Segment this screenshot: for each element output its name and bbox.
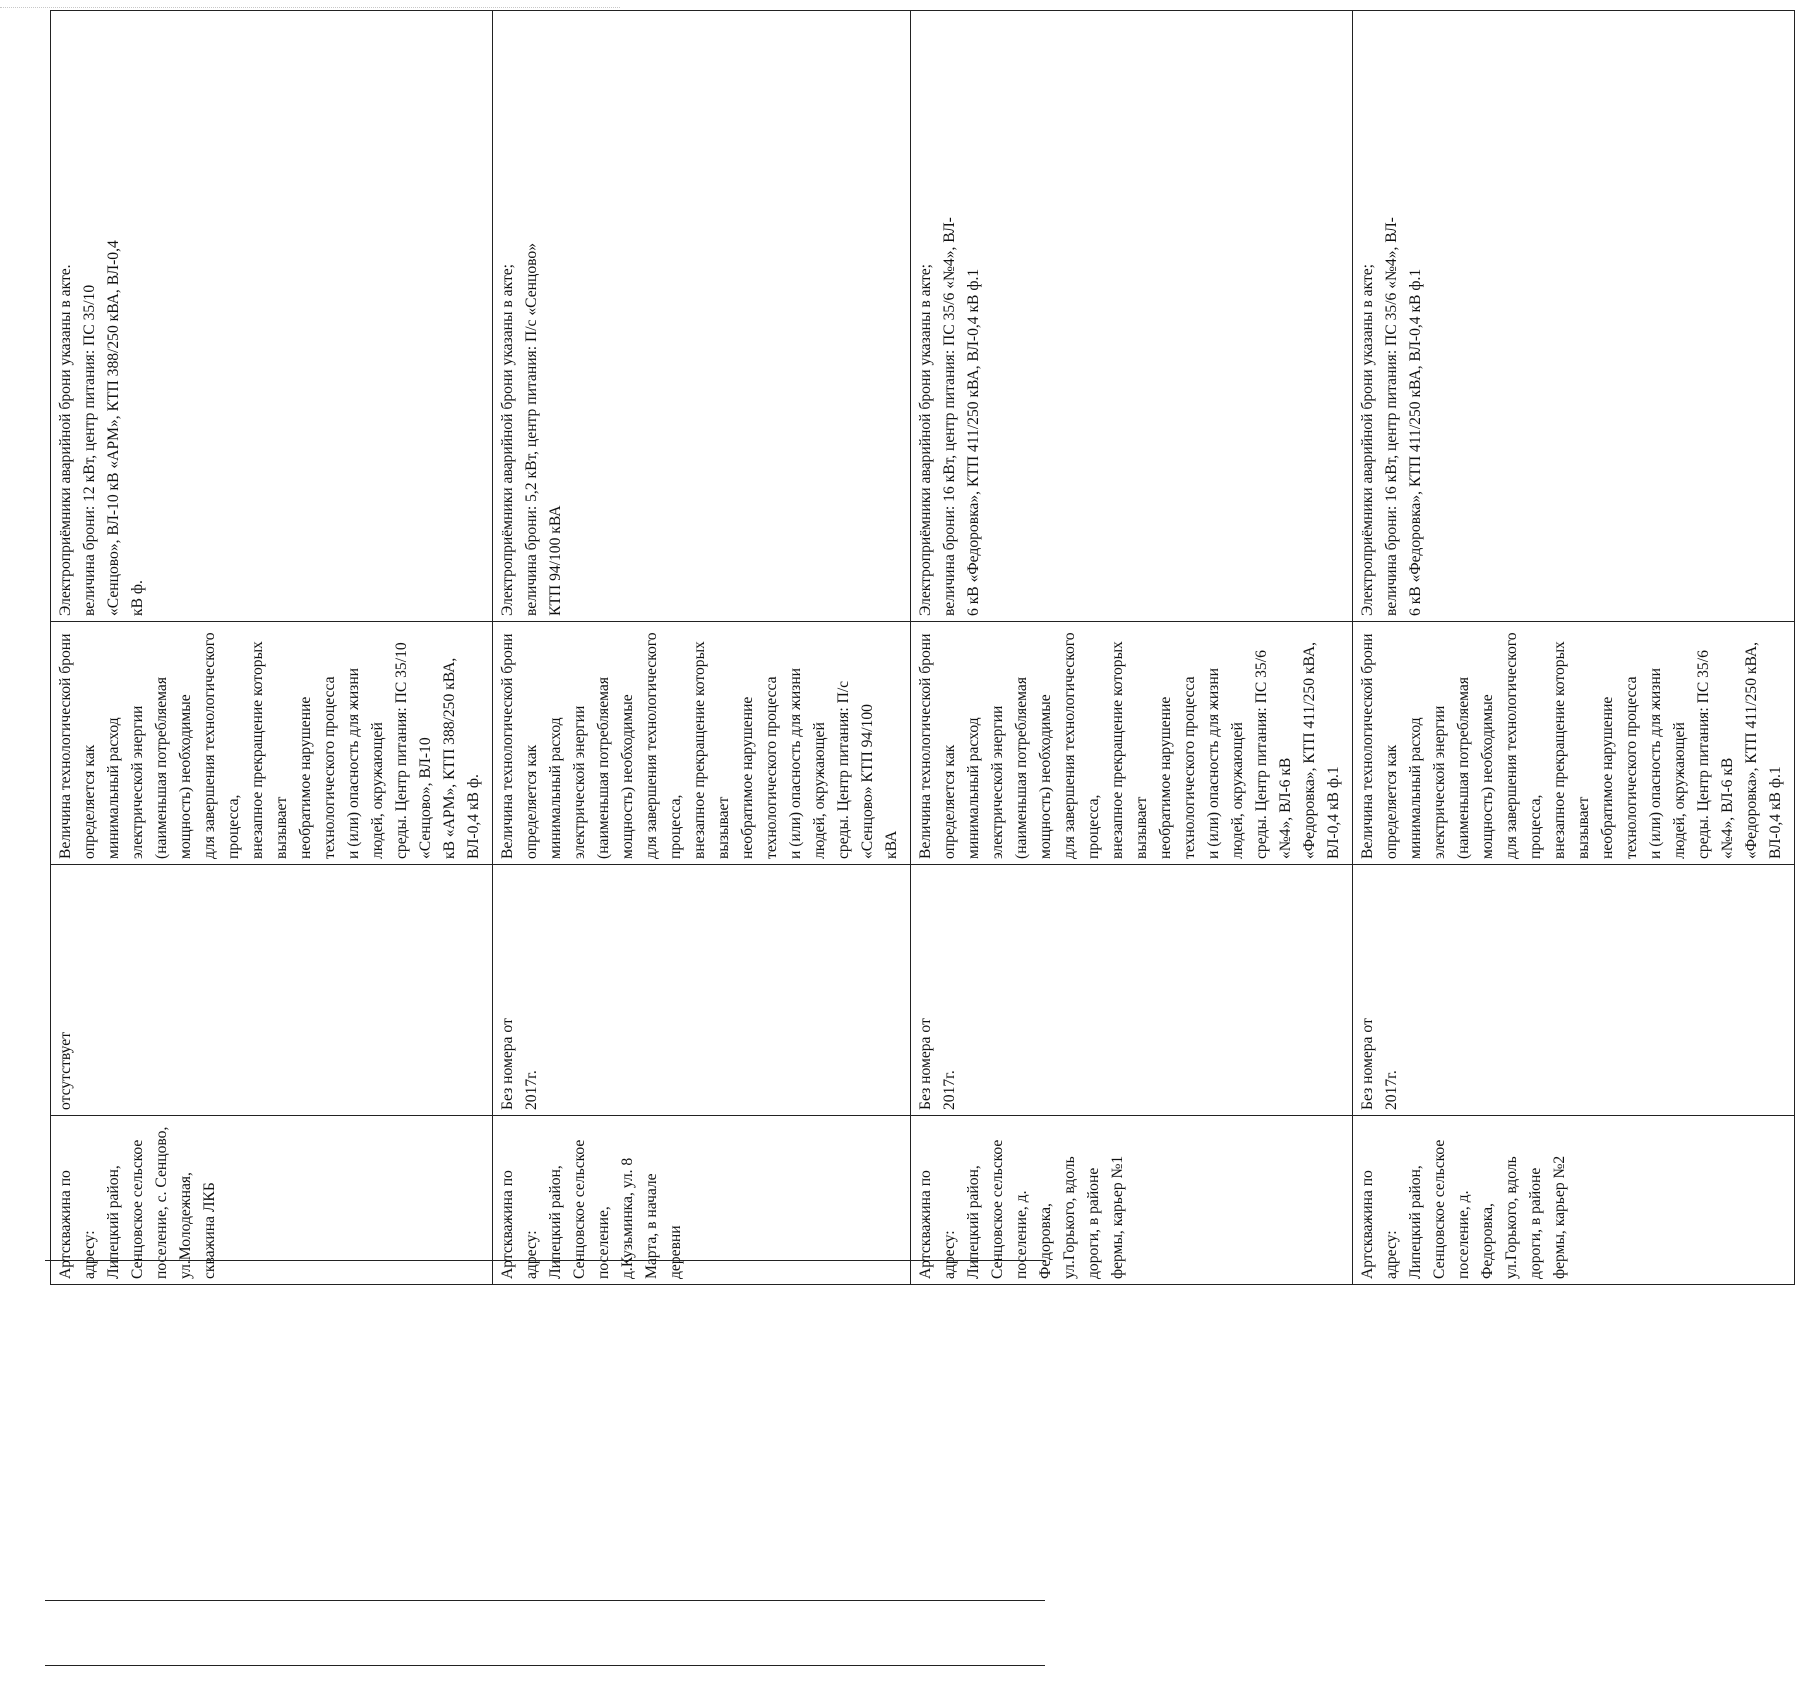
tech-reserve-text: Величина технологической брони определяется как минимальный расход электрической энергии (наименьшая потребляемая мощность) необходимые для завершения технологического процесса, внезапное прекращение которых вызывает необратимое нарушение технологического процесса и (или) опасность для жизни людей, окружающей среды. Центр питания: ПС 35/6 «№4», ВЛ-6 кВ «Федоровка», КТП 411/250 кВА, ВЛ-0,4 кВ ф.1 xyxy=(1359,632,1784,859)
object-address-text: Артскважина по адресу: Липецкий район, Сенцовское сельское поселение, д.Кузьминка, ул. 8 Марта, в начале деревни xyxy=(499,1139,684,1279)
act-cell xyxy=(911,865,1353,1116)
table-row xyxy=(1353,11,1795,1285)
emergency-reserve-text: Электроприёмники аварийной брони указаны в акте; величина брони: 16 кВт, центр питания: ПС 35/6 «№4», ВЛ- 6 кВ «Федоровка», КТП 411/250 кВА, ВЛ-0,4 кВ ф.1 xyxy=(917,217,982,616)
emergency-reserve-text: Электроприёмники аварийной брони указаны в акте. величина брони: 12 кВт, центр питания: ПС 35/10 «Сенцово», ВЛ-10 кВ «АРМ», КТП 388/250 кВА, ВЛ-0,4 кВ ф. xyxy=(57,240,146,616)
signature-line xyxy=(45,1600,1045,1601)
act-text: отсутствует xyxy=(57,1031,74,1110)
tech-reserve-cell xyxy=(493,622,911,865)
act-text: Без номера от 2017г. xyxy=(499,1018,540,1110)
tech-reserve-cell xyxy=(51,622,493,865)
tech-reserve-cell xyxy=(1353,622,1795,865)
tech-reserve-text: Величина технологической брони определяется как минимальный расход электрической энергии (наименьшая потребляемая мощность) необходимые для завершения технологического процесса, внезапное прекращение которых вызывает необратимое нарушение технологического процесса и (или) опасность для жизни людей, окружающей среды. Центр питания: П/с «Сенцово» КТП 94/100 кВА xyxy=(499,632,900,859)
act-text: Без номера от 2017г. xyxy=(917,1018,958,1110)
signature-line xyxy=(45,1665,1045,1666)
signature-line xyxy=(45,1260,1045,1261)
tech-reserve-text: Величина технологической брони определяется как минимальный расход электрической энергии (наименьшая потребляемая мощность) необходимые для завершения технологического процесса, внезапное прекращение которых вызывает необратимое нарушение технологического процесса и (или) опасность для жизни людей, окружающей среды. Центр питания: ПС 35/10 «Сенцово», ВЛ-10 кВ «АРМ», КТП 388/250 кВА, ВЛ-0,4 кВ ф. xyxy=(57,632,482,859)
tech-reserve-text: Величина технологической брони определяется как минимальный расход электрической энергии (наименьшая потребляемая мощность) необходимые для завершения технологического процесса, внезапное прекращение которых вызывает необратимое нарушение технологического процесса и (или) опасность для жизни людей, окружающей среды. Центр питания: ПС 35/6 «№4», ВЛ-6 кВ «Федоровка», КТП 411/250 кВА, ВЛ-0,4 кВ ф.1 xyxy=(917,632,1342,859)
reserve-table xyxy=(50,10,1795,1285)
object-address-text: Артскважина по адресу: Липецкий район, Сенцовское сельское поселение, д. Федоровка, ул.Горького, вдоль дороги, в районе фермы, карьер №1 xyxy=(917,1139,1126,1279)
table-row xyxy=(493,11,911,1285)
act-cell xyxy=(51,865,493,1116)
object-address-cell xyxy=(1353,1116,1795,1285)
emergency-reserve-cell xyxy=(493,11,911,622)
scan-edge-line xyxy=(0,7,620,8)
emergency-reserve-cell xyxy=(911,11,1353,622)
table-row xyxy=(911,11,1353,1285)
emergency-reserve-cell xyxy=(1353,11,1795,622)
act-cell xyxy=(493,865,911,1116)
emergency-reserve-cell xyxy=(51,11,493,622)
emergency-reserve-text: Электроприёмники аварийной брони указаны в акте; величина брони: 5,2 кВт, центр питания: П/с «Сенцово» КТП 94/100 кВА xyxy=(499,242,564,616)
rotated-page-content xyxy=(50,55,1784,1285)
table-row xyxy=(51,11,493,1285)
act-cell xyxy=(1353,865,1795,1116)
emergency-reserve-text: Электроприёмники аварийной брони указаны в акте; величина брони: 16 кВт, центр питания: ПС 35/6 «№4», ВЛ- 6 кВ «Федоровка», КТП 411/250 кВА, ВЛ-0,4 кВ ф.1 xyxy=(1359,217,1424,616)
tech-reserve-cell xyxy=(911,622,1353,865)
act-text: Без номера от 2017г. xyxy=(1359,1018,1400,1110)
object-address-text: Артскважина по адресу: Липецкий район, Сенцовское сельское поселение, с. Сенцово, ул.Молодежная, скважина ЛКБ xyxy=(57,1126,218,1279)
object-address-text: Артскважина по адресу: Липецкий район, Сенцовское сельское поселение, д. Федоровка, ул.Горького, вдоль дороги, в районе фермы, карьер №2 xyxy=(1359,1139,1568,1279)
